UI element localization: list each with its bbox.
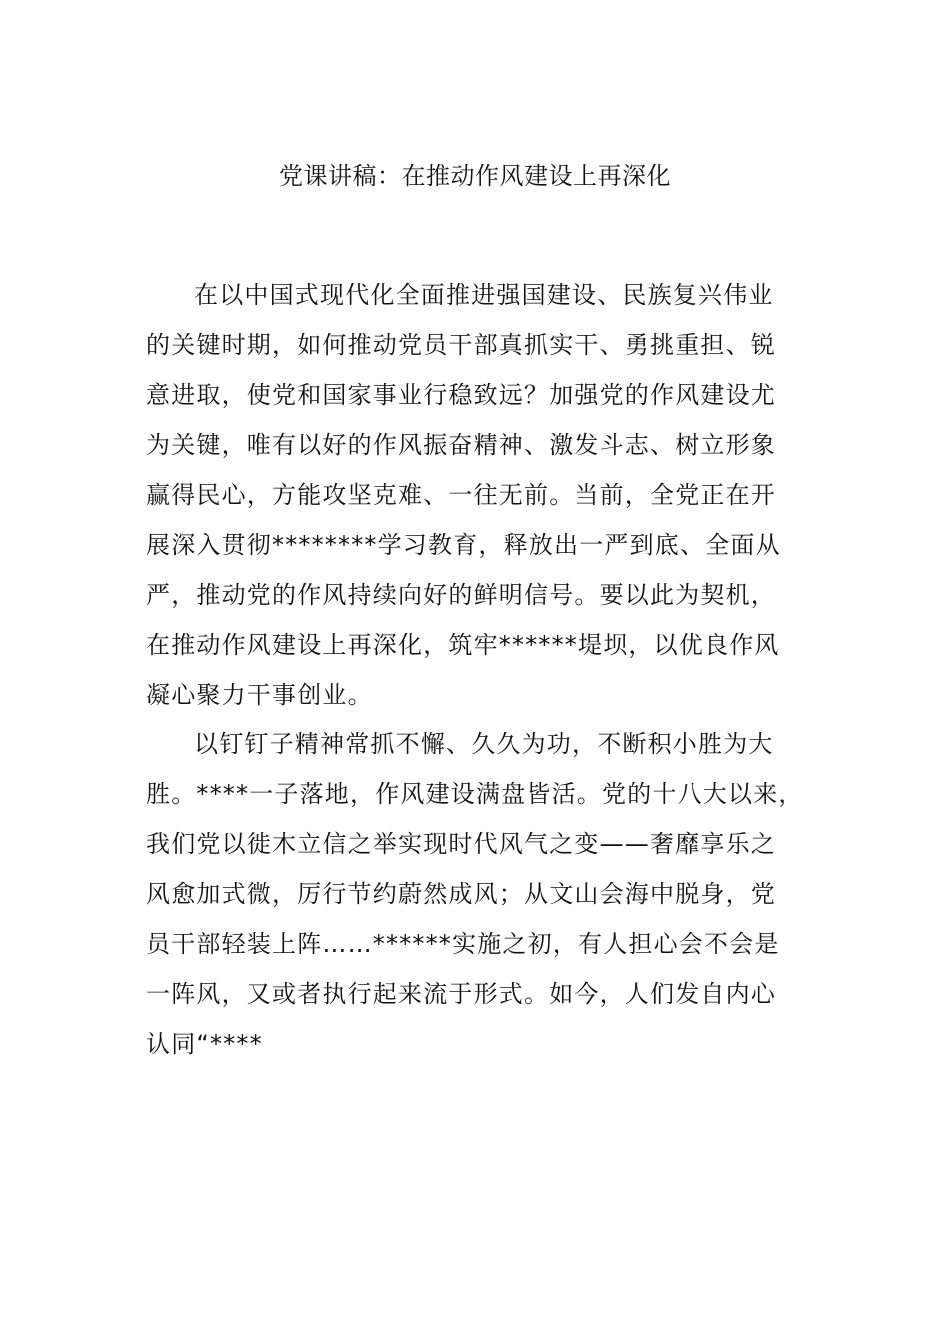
- text-line: 以钉钉子精神常抓不懈、久久为功，不断积小胜为大: [194, 730, 774, 758]
- text-line: 风愈加式微，厉行节约蔚然成风；从文山会海中脱身，党: [146, 880, 776, 908]
- text-line: 展深入贯彻********学习教育，释放出一严到底、全面从: [146, 531, 781, 559]
- text-line: 意进取，使党和国家事业行稳致远？加强党的作风建设尤: [146, 381, 776, 409]
- text-line: 胜。****一子落地，作风建设满盘皆活。党的十八大以来，: [146, 780, 804, 808]
- text-line: 赢得民心，方能攻坚克难、一往无前。当前，全党正在开: [146, 481, 776, 509]
- text-line: 凝心聚力干事创业。: [146, 681, 373, 709]
- text-line: 的关键时期，如何推动党员干部真抓实干、勇挑重担、锐: [146, 331, 776, 359]
- text-line: 员干部轻装上阵……******实施之初，有人担心会不会是: [146, 930, 780, 958]
- document-title: 党课讲稿：在推动作风建设上再深化: [279, 162, 671, 190]
- text-line: 在推动作风建设上再深化，筑牢******堤坝，以优良作风: [146, 631, 780, 659]
- text-line: 在以中国式现代化全面推进强国建设、民族复兴伟业: [194, 281, 774, 309]
- text-line: 严，推动党的作风持续向好的鲜明信号。要以此为契机，: [146, 581, 776, 609]
- text-line: 为关键，唯有以好的作风振奋精神、激发斗志、树立形象: [146, 431, 776, 459]
- text-line: 一阵风，又或者执行起来流于形式。如今，人们发自内心: [146, 980, 776, 1008]
- text-line: 我们党以徙木立信之举实现时代风气之变——奢靡享乐之: [146, 830, 776, 858]
- text-line: 认同“****: [146, 1030, 263, 1058]
